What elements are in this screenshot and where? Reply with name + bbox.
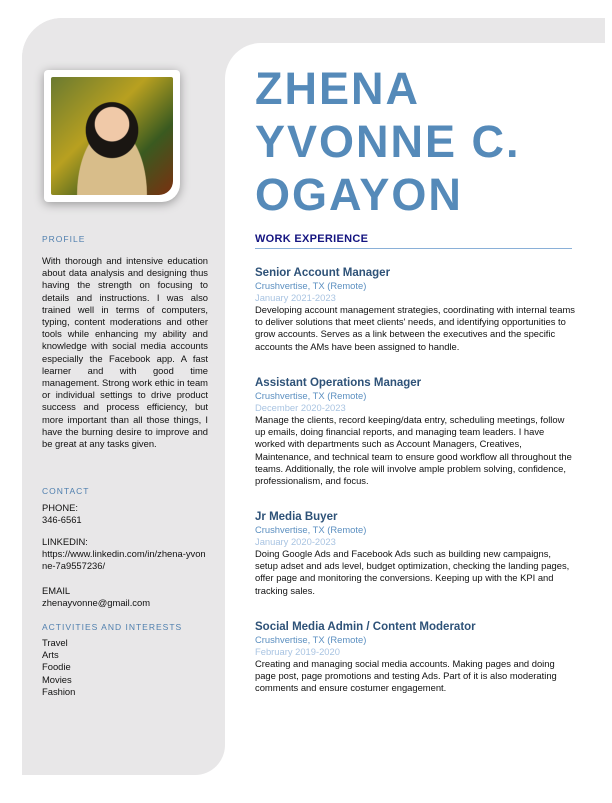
contact-heading: CONTACT bbox=[42, 486, 90, 496]
profile-heading: PROFILE bbox=[42, 234, 86, 244]
interest-item: Movies bbox=[42, 673, 72, 685]
job-dates: December 2020-2023 bbox=[255, 402, 346, 413]
interest-item: Fashion bbox=[42, 685, 76, 697]
job-entry bbox=[255, 267, 575, 353]
full-name bbox=[255, 62, 521, 221]
interest-item: Arts bbox=[42, 649, 59, 661]
job-description: Creating and managing social media accounts. Making pages and doing page post, page promotions and testing Ads. Part of it is also moderating comments and ensure costumer engagement. bbox=[255, 658, 557, 694]
job-company: Crushvertise, TX (Remote) bbox=[255, 390, 367, 401]
interests-heading: ACTIVITIES AND INTERESTS bbox=[42, 622, 183, 632]
job-entry bbox=[255, 621, 575, 695]
name-line: OGAYON bbox=[255, 169, 463, 220]
job-dates: February 2019-2020 bbox=[255, 646, 340, 657]
job-entry bbox=[255, 377, 575, 487]
job-description: Developing account management strategies, coordinating with internal teams to deliver solutions that meet clients' needs, and identifying opportunities to grow accounts. Serves as a link between the executives and the specific accounts the AMs have been assigned to handle. bbox=[255, 304, 575, 352]
work-experience-heading: WORK EXPERIENCE bbox=[255, 233, 369, 245]
job-dates: January 2020-2023 bbox=[255, 536, 336, 547]
job-title: Social Media Admin / Content Moderator bbox=[255, 621, 476, 633]
job-dates: January 2021-2023 bbox=[255, 292, 336, 303]
job-entry bbox=[255, 511, 575, 597]
interests-list bbox=[42, 637, 208, 698]
phone-value: 346-6561 bbox=[42, 514, 82, 525]
linkedin-label: LINKEDIN: bbox=[42, 536, 88, 547]
profile-photo bbox=[51, 77, 173, 195]
email-link[interactable]: zhenayvonne@gmail.com bbox=[42, 597, 151, 608]
job-title: Jr Media Buyer bbox=[255, 511, 338, 523]
name-line: YVONNE C. bbox=[255, 116, 521, 167]
interest-item: Travel bbox=[42, 637, 68, 648]
name-line: ZHENA bbox=[255, 63, 420, 114]
interest-item: Foodie bbox=[42, 661, 71, 673]
job-company: Crushvertise, TX (Remote) bbox=[255, 524, 367, 535]
profile-photo-frame bbox=[44, 70, 180, 202]
job-company: Crushvertise, TX (Remote) bbox=[255, 280, 367, 291]
linkedin-link[interactable]: https://www.linkedin.com/in/zhena-yvonne-7a9557236/ bbox=[42, 548, 206, 572]
job-description: Doing Google Ads and Facebook Ads such as building new campaigns, setup adset and ads level, budget optimization, checking the landing pages, offer page and monitoring the conversions. Keeping up with the KPI and tracking sales. bbox=[255, 548, 570, 596]
profile-text: With thorough and intensive education about data analysis and designing thus having the strength on focusing to details and instructions. I was also trained well in terms of computers, typing, content moderations and other tools while enhancing my ability and knowledge with social media accounts especially the Facebook app. A fast learner and with good time management. Strong work ethic in team or individual settings to drive product success and process efficiency, but more important than all those things, I have the burning desire to improve and be great at any tasks given. bbox=[42, 255, 208, 450]
email-label: EMAIL bbox=[42, 585, 71, 596]
job-description: Manage the clients, record keeping/data entry, scheduling meetings, follow up emails, doing financial reports, and managing team leaders. I have worked with departments such as Account Managers, Creatives, Maintenance, and technical team to ensure good workflow all throughout the teams. Additionally, the role will involve ample problem solving, confidence, professionalism, and focus. bbox=[255, 414, 572, 487]
job-title: Assistant Operations Manager bbox=[255, 377, 422, 389]
job-title: Senior Account Manager bbox=[255, 267, 391, 279]
heading-divider bbox=[255, 248, 572, 249]
phone-label: PHONE: bbox=[42, 502, 78, 513]
job-company: Crushvertise, TX (Remote) bbox=[255, 634, 367, 645]
